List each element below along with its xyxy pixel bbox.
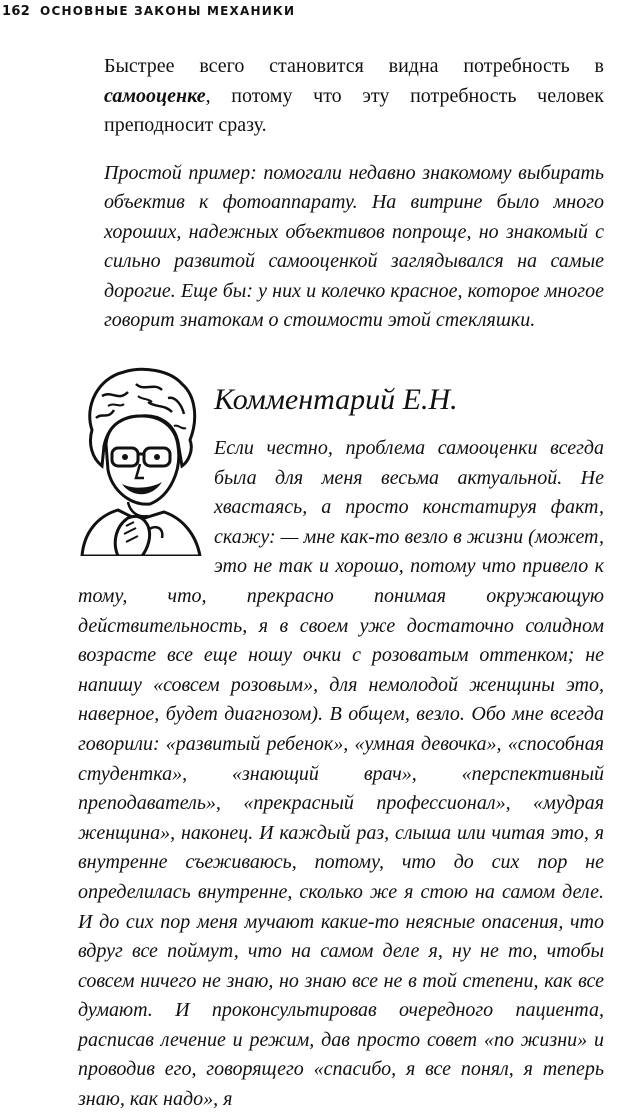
comment-paragraph: Если честно, проблема самооценки всегда была для меня весьма актуальной. Не хвастаясь, а просто констатируя факт, скажу: — мне как-то везло в жизни (может, это не так и хорошо, потому что привело к тому, что, прекрасно понимая окружающую действительность, я в своем уже достаточно солидном возрасте все еще ношу очки с розоватым оттенком; не напишу «совсем розовым», для немолодой женщины это, наверное, будет диагнозом). В общем, везло. Обо мне всегда говорили: «развитый ребенок», «умная девочка», «способная студентка», «знающий врач», «перспективный преподаватель», «прекрасный профессионал», «мудрая женщина», наконец. И каждый раз, слыша или читая это, я внутренне съеживаюсь, потому, что до сих пор не определилась внутренне, сколько же я стою на самом деле. И до сих пор меня мучают какие-то неясные опасения, что вдруг все поймут, что на самом деле я, ну не то, чтобы совсем ничего не знаю, но знаю все не в той степени, как все думают. И проконсультировав очередного пациента, расписав лечение и режим, дав просто совет «по жизни» и проводив его, говорящего «спасибо, я все понял, я теперь знаю, как надо», я (78, 437, 604, 1111)
intro-paragraph (104, 52, 604, 141)
intro-bold-term: самооценке (104, 84, 206, 107)
comment-block (78, 366, 604, 1115)
main-text (104, 52, 604, 336)
section-title: ОСНОВНЫЕ ЗАКОНЫ МЕХАНИКИ (40, 4, 296, 18)
intro-text-start: Быстрее всего становится видна потребность в (104, 55, 604, 77)
woman-portrait-icon (78, 366, 206, 556)
comment-heading: Комментарий Е.Н. (214, 383, 458, 416)
running-head (2, 2, 610, 20)
page-number: 162 (2, 3, 31, 19)
example-paragraph: Простой пример: помогали недавно знакомому выбирать объектив к фотоаппарату. На витрине было много хороших, надежных объективов попроще, но знакомый с сильно развитой самооценкой заглядывался на самые дорогие. Еще бы: у них и колечко красное, которое многое говорит знатокам о стоимости этой стекляшки. (104, 161, 604, 331)
intro-text-end: , потому что эту потребность человек преподносит сразу. (104, 84, 604, 136)
